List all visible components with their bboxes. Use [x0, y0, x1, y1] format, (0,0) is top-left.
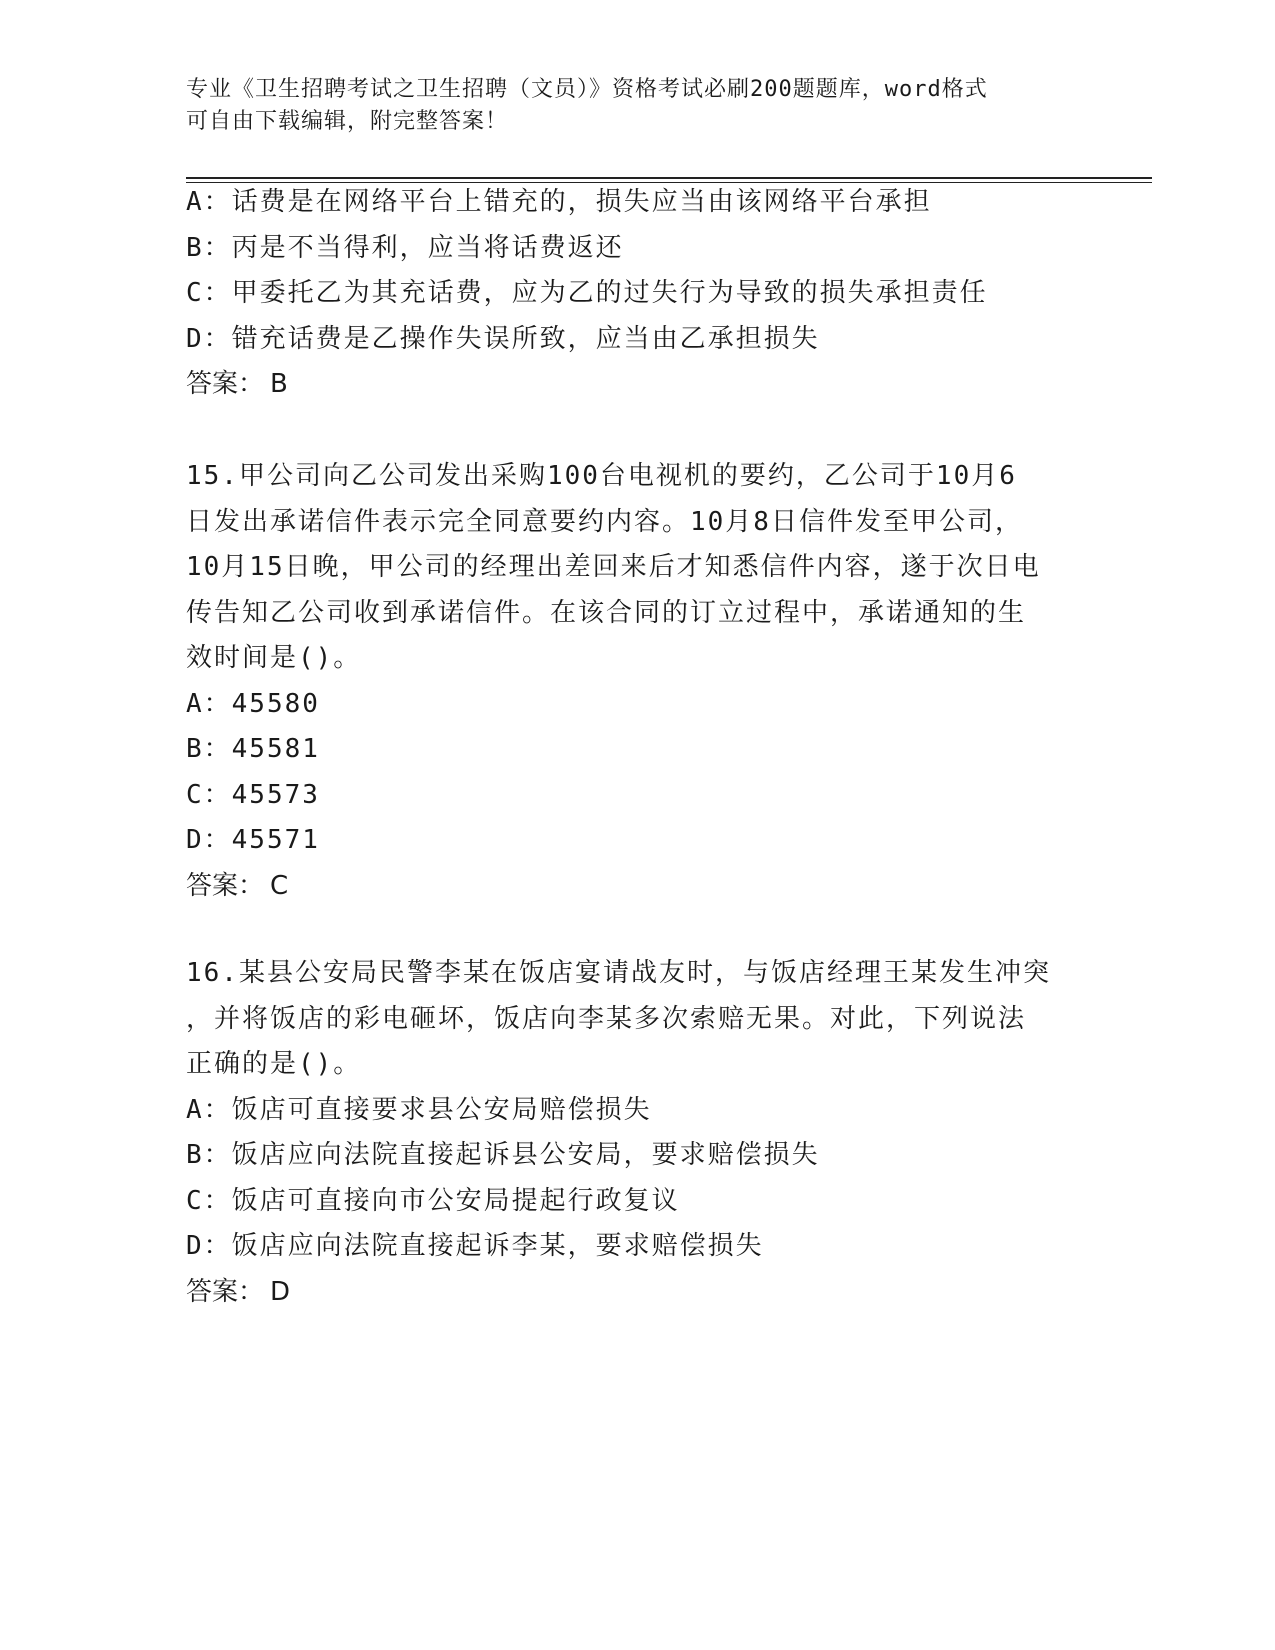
- answer-value: B: [270, 369, 288, 399]
- option-c: C：饭店可直接向市公安局提起行政复议: [186, 1185, 680, 1216]
- answer-label: 答案：: [186, 369, 265, 399]
- question-16: [186, 951, 1086, 1315]
- question-stem-line: 日发出承诺信件表示完全同意要约内容。10月8日信件发至甲公司，: [186, 506, 1023, 537]
- option-a: A：45580: [186, 688, 320, 719]
- option-d: D：饭店应向法院直接起诉李某，要求赔偿损失: [186, 1231, 764, 1261]
- answer-line: [186, 1270, 1086, 1316]
- option-a: A：饭店可直接要求县公安局赔偿损失: [186, 1094, 652, 1125]
- answer-line: [186, 864, 1086, 910]
- question-stem-line: 传告知乙公司收到承诺信件。在该合同的订立过程中，承诺通知的生: [186, 597, 1027, 628]
- question-stem-line: 效时间是()。: [186, 643, 362, 673]
- option-a: A：话费是在网络平台上错充的，损失应当由该网络平台承担: [186, 187, 932, 217]
- option-b: B：丙是不当得利，应当将话费返还: [186, 232, 624, 263]
- option-c: C：45573: [186, 779, 320, 810]
- question-15: [186, 454, 1086, 909]
- option-b: B：45581: [186, 734, 320, 764]
- question-14: [186, 180, 1086, 408]
- option-b: B：饭店应向法院直接起诉县公安局，要求赔偿损失: [186, 1140, 820, 1170]
- option-d: D：45571: [186, 825, 320, 855]
- option-c: C：甲委托乙为其充话费，应为乙的过失行为导致的损失承担责任: [186, 278, 988, 308]
- header-line-1: 专业《卫生招聘考试之卫生招聘（文员）》资格考试必刷200题题库，word格式: [186, 77, 988, 102]
- question-stem-line: 16.某县公安局民警李某在饭店宴请战友时，与饭店经理王某发生冲突: [186, 958, 1051, 988]
- question-stem-line: 正确的是()。: [186, 1049, 362, 1079]
- question-stem-line: 15.甲公司向乙公司发出采购100台电视机的要约，乙公司于10月6: [186, 461, 1017, 491]
- question-stem-line: ，并将饭店的彩电砸坏，饭店向李某多次索赔无果。对此，下列说法: [186, 1003, 1027, 1034]
- document-header: [186, 74, 1066, 138]
- question-stem-line: 10月15日晚，甲公司的经理出差回来后才知悉信件内容，遂于次日电: [186, 552, 1041, 582]
- answer-value: D: [270, 1276, 291, 1307]
- answer-value: C: [270, 870, 289, 901]
- answer-label: 答案：: [186, 1276, 265, 1307]
- header-rule-thick: [186, 177, 1152, 179]
- answer-line: [186, 362, 1086, 408]
- option-d: D：错充话费是乙操作失误所致，应当由乙承担损失: [186, 323, 820, 354]
- answer-label: 答案：: [186, 870, 265, 901]
- header-line-2: 可自由下载编辑，附完整答案！: [186, 109, 509, 134]
